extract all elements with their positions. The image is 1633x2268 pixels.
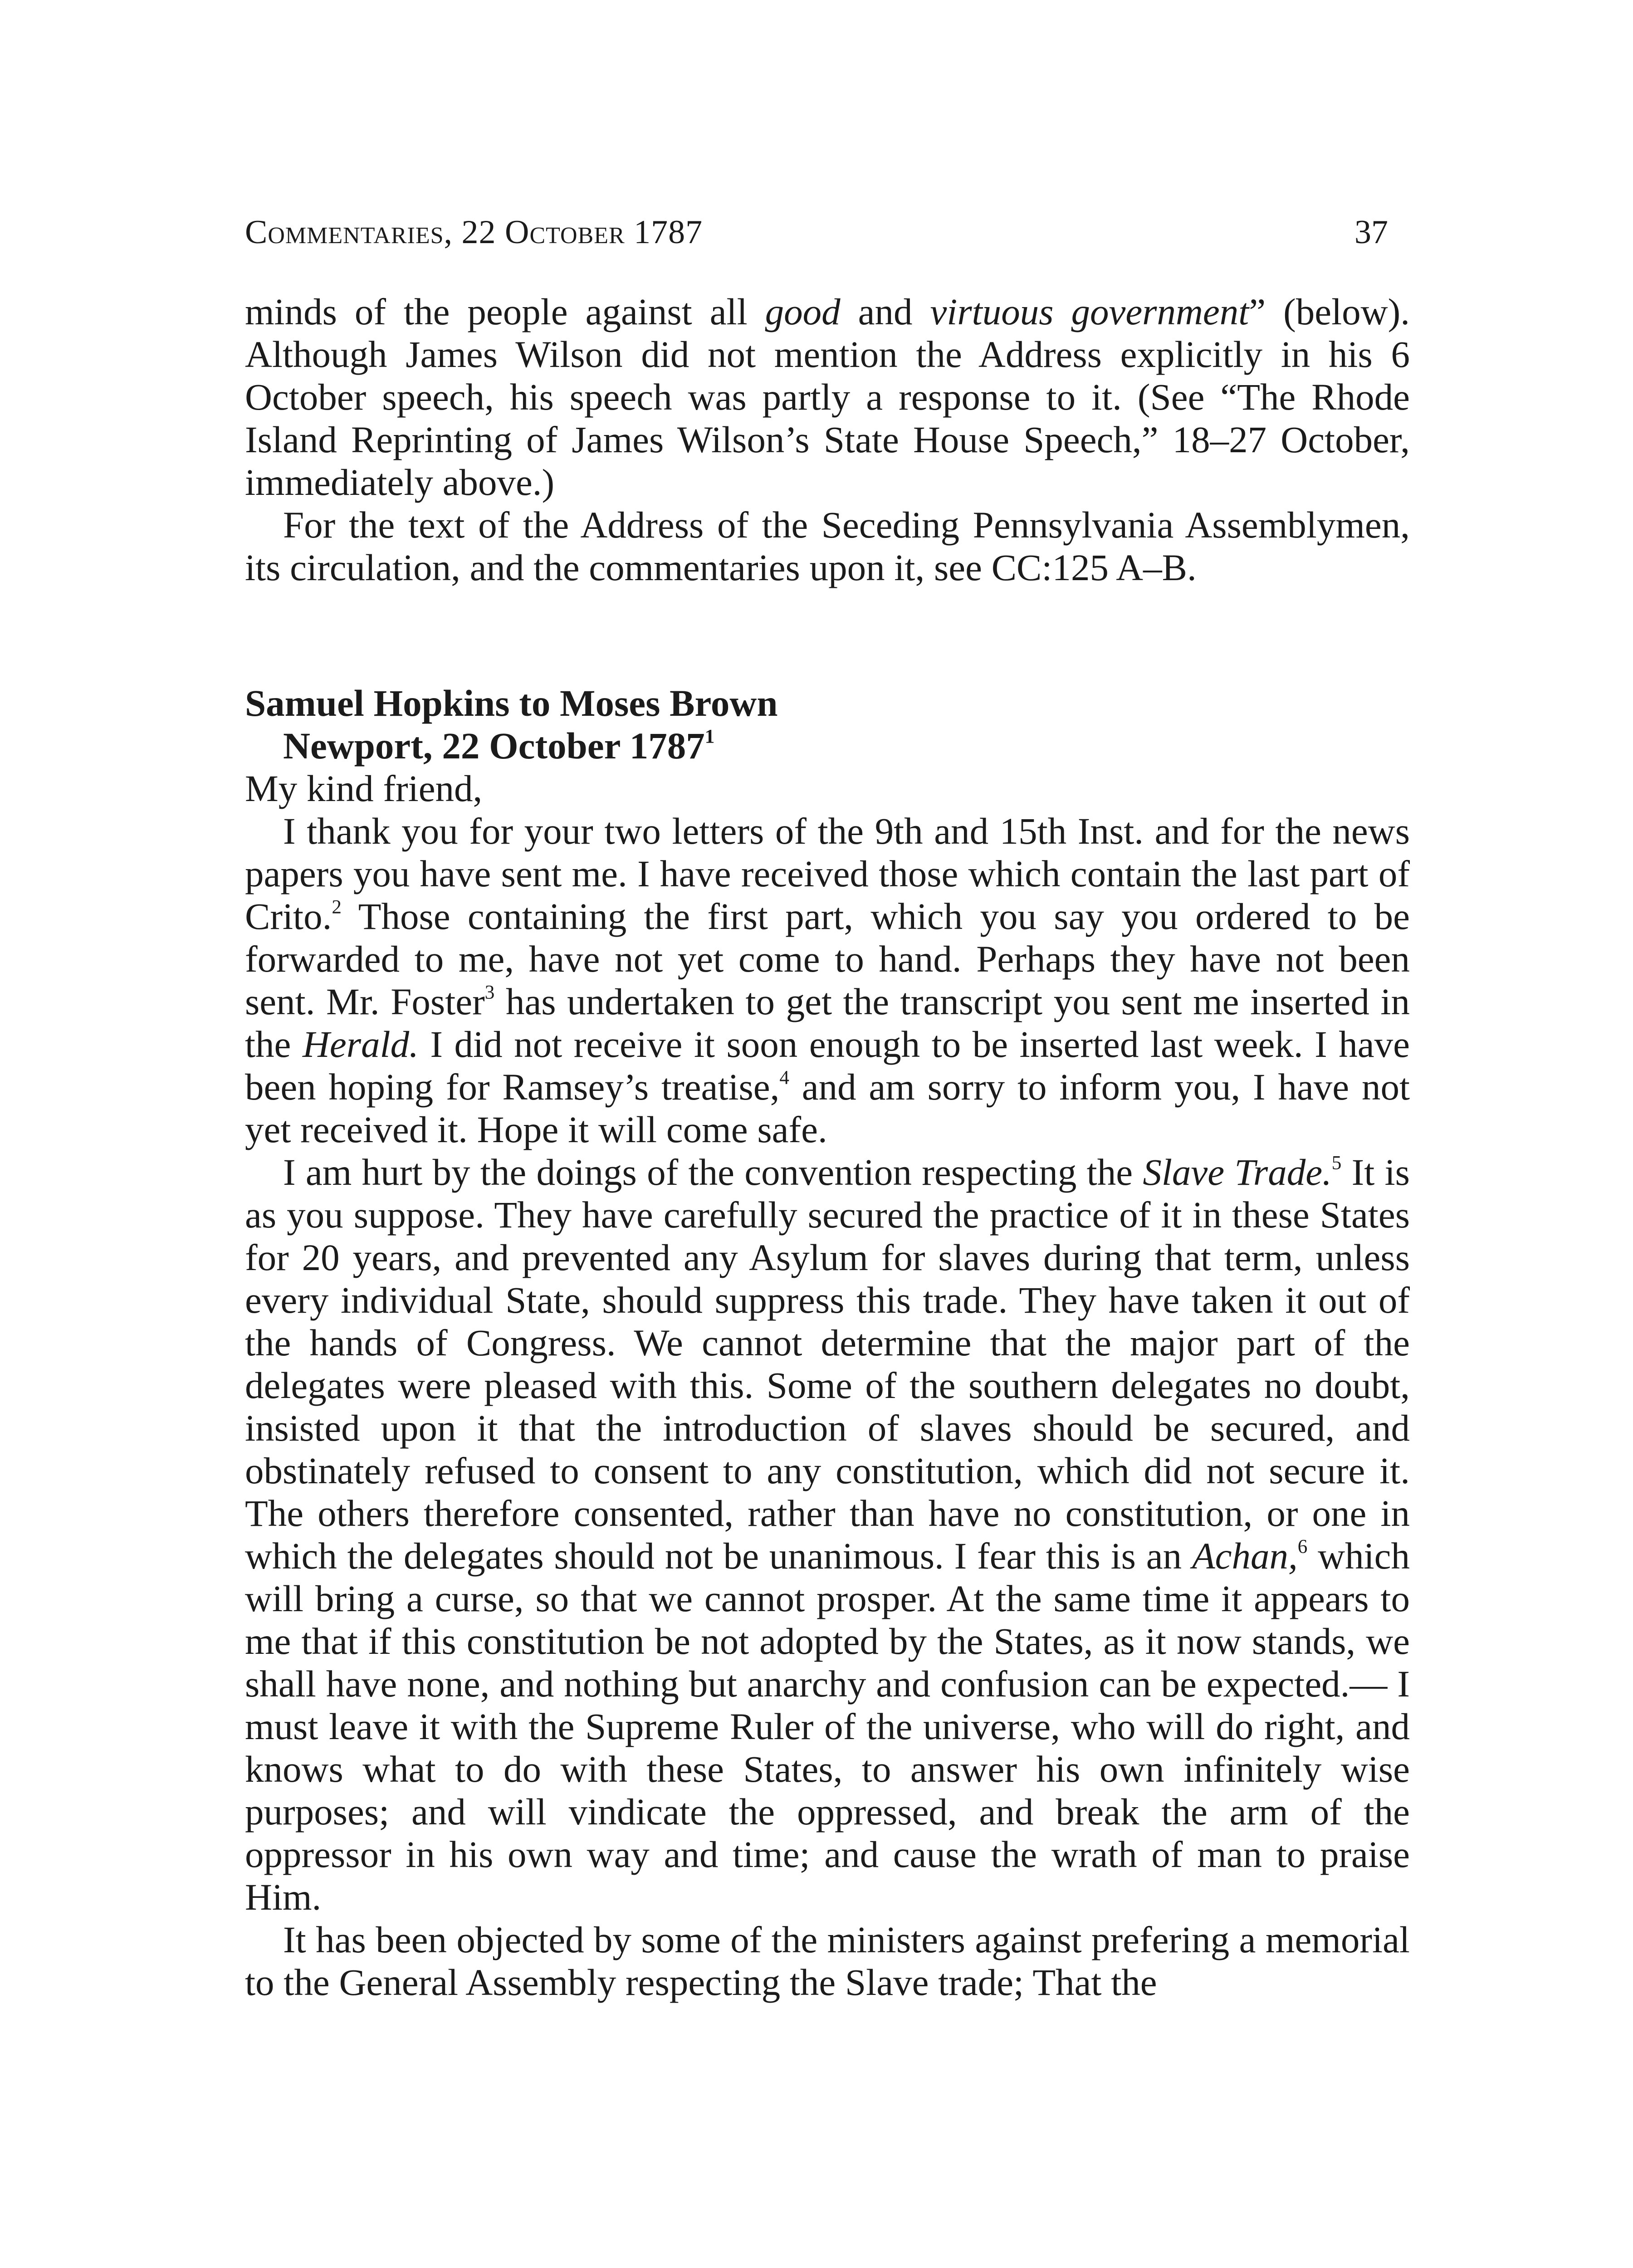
text-run: and am sorry to inform you, I have not yet received it. Hope it will come safe. [245, 1066, 1410, 1150]
text-run: Those containing the first part, which you say you ordered to be forwarded to me, have not yet come to hand. Perhaps they have not been sent. Mr. Foster [245, 895, 1410, 1022]
note-reference-3: 3 [484, 982, 495, 1003]
note-reference-6: 6 [1297, 1536, 1308, 1558]
text-run: has undertaken to get the transcript you sent me inserted in the [245, 981, 1410, 1065]
text-run: I did not receive it soon enough to be inserted last week. I have been hoping for Ramsey’s treatise, [245, 1023, 1410, 1108]
italic-run: Achan, [1192, 1535, 1298, 1577]
dateline-text: Newport, 22 October 1787 [283, 725, 705, 767]
text-run: ” (below). Although James Wilson did not mention the Address explicitly in his 6 October speech, his speech was partly a response to it. (See “The Rhode Island Reprinting of James Wilson’s State House Speech,” 18–27 October, immediately above.) [245, 291, 1410, 503]
page-number: 37 [1354, 214, 1388, 251]
note-reference-2: 2 [332, 896, 342, 918]
salutation: My kind friend, [245, 767, 483, 809]
text-run: minds of the people against all [245, 291, 765, 332]
italic-run: virtuous government [930, 291, 1249, 332]
document-dateline [245, 724, 1410, 767]
letter-paragraph-2 [245, 1151, 1410, 1918]
text-run: I thank you for your two letters of the 9th and 15th Inst. and for the news papers you have sent me. I have received those which contain the last part of Crito. [245, 810, 1410, 937]
document-heading [245, 682, 1410, 767]
note-reference-5: 5 [1331, 1152, 1342, 1174]
document-title: Samuel Hopkins to Moses Brown [245, 682, 778, 724]
letter-paragraph-3: It has been objected by some of the ministers against prefering a memorial to the General Assembly respecting the Slave trade; That the [245, 1919, 1410, 2003]
body-text [245, 290, 1410, 2004]
text-run: It is as you suppose. They have carefully secured the practice of it in these States for 20 years, and prevented any Asylum for slaves during that term, unless every individual State, should suppress this trade. They have taken it out of the hands of Congress. We cannot determine that the major part of the delegates were pleased with this. Some of the southern delegates no doubt, insisted upon it that the introduction of slaves should be secured, and obstinately refused to consent to any constitution, which did not secure it. The others therefore consented, rather than have no constitution, or one in which the delegates should not be unanimous. I fear this is an [245, 1151, 1410, 1577]
note-reference-4: 4 [779, 1067, 789, 1089]
text-run: and [840, 291, 930, 332]
intro-paragraph-1 [245, 290, 1410, 503]
running-head-title: Commentaries, 22 October 1787 [245, 214, 703, 251]
letter-paragraph-1 [245, 810, 1410, 1151]
running-head [245, 213, 1388, 252]
text-run: I am hurt by the doings of the convention respecting the [283, 1151, 1143, 1193]
italic-run: Herald. [302, 1023, 419, 1065]
text-run: which will bring a curse, so that we cannot prosper. At the same time it appears to me that if this constitution be not adopted by the States, as it now stands, we shall have none, and nothing but anarchy and confusion can be expected.— I must leave it with the Supreme Ruler of the universe, who will do right, and knows what to do with these States, to answer his own infinitely wise purposes; and will vindicate the oppressed, and break the arm of the oppressor in his own way and time; and cause the wrath of man to praise Him. [245, 1535, 1410, 1918]
intro-paragraph-2: For the text of the Address of the Seceding Pennsylvania Assemblymen, its circulation, and the commentaries upon it, see CC:125 A–B. [245, 504, 1410, 588]
italic-run: good [765, 291, 841, 332]
italic-run: Slave Trade. [1143, 1151, 1332, 1193]
note-reference-1: 1 [704, 726, 715, 748]
